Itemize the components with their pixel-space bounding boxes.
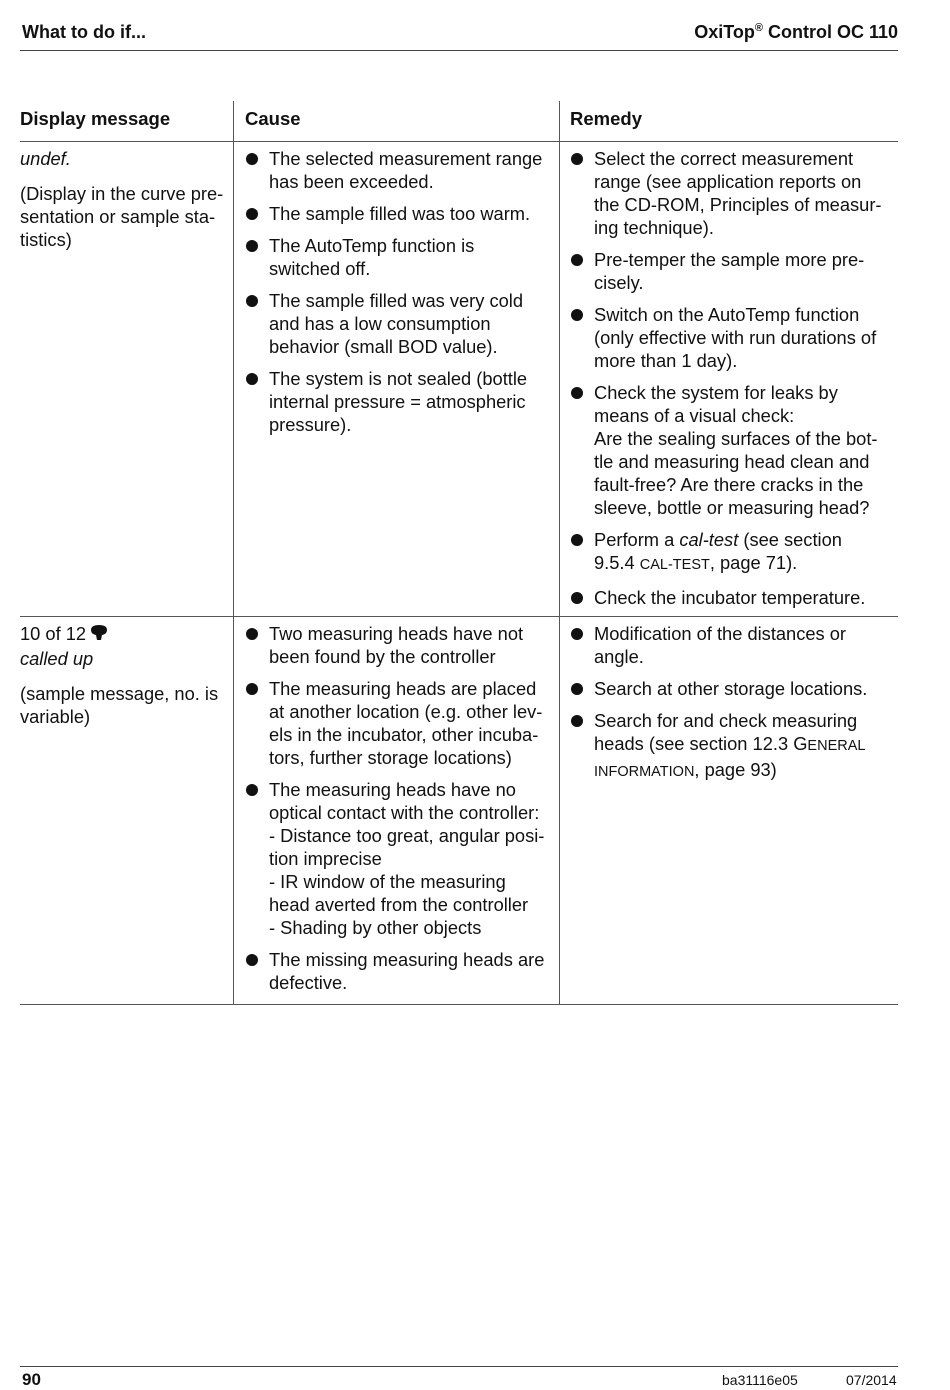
section-reference: INFORMATION bbox=[594, 764, 695, 780]
row1-remedies bbox=[570, 147, 898, 618]
section-reference: CAL-TEST bbox=[639, 557, 710, 573]
bullet-icon bbox=[246, 954, 258, 966]
list-item bbox=[570, 586, 898, 609]
row1-display-message bbox=[20, 147, 232, 263]
cause-text: The AutoTemp function is switched off. bbox=[269, 235, 475, 279]
bullet-icon bbox=[246, 208, 258, 220]
cause-text: The measuring heads are placed at another location (e.g. other lev- els in the incubator, other incuba- tors, further storage locations) bbox=[269, 678, 543, 768]
bullet-icon bbox=[571, 534, 583, 546]
header-rule bbox=[20, 50, 898, 51]
bullet-icon bbox=[571, 628, 583, 640]
column-header-display-message: Display message bbox=[20, 108, 171, 129]
bullet-icon bbox=[571, 387, 583, 399]
cause-text: The missing measuring heads are defective. bbox=[269, 949, 545, 993]
remedy-text: Check the system for leaks by means of a visual check: Are the sealing surfaces of the bot- tle and measuring head clean and fault-free? Are there cracks in the sleeve, bottle or measuring head? bbox=[594, 382, 878, 518]
bullet-icon bbox=[246, 373, 258, 385]
display-message-line bbox=[20, 622, 232, 647]
bullet-icon bbox=[571, 254, 583, 266]
remedy-text-part: Search for and check measuring heads (see section 12.3 G bbox=[594, 710, 858, 754]
list-item bbox=[245, 202, 557, 225]
document-date: 07/2014 bbox=[846, 1372, 897, 1388]
cause-text: The measuring heads have no optical contact with the controller: - Distance too great, angular posi- tion imprecise - IR window of the measuring head averted from the controller - Shading by other objects bbox=[269, 779, 545, 938]
column-divider bbox=[233, 101, 234, 1004]
remedy-text: Modification of the distances or angle. bbox=[594, 623, 847, 667]
column-divider bbox=[559, 101, 560, 1004]
list-item bbox=[245, 677, 557, 769]
bullet-icon bbox=[571, 683, 583, 695]
bullet-icon bbox=[571, 592, 583, 604]
remedy-text-part: (see section 9.5.4 bbox=[594, 529, 842, 573]
remedy-text-part: , page 71). bbox=[709, 552, 798, 573]
cause-text: The sample filled was too warm. bbox=[269, 203, 531, 224]
list-item bbox=[245, 367, 557, 436]
column-header-remedy: Remedy bbox=[570, 108, 642, 129]
registered-mark: ® bbox=[754, 22, 763, 34]
display-message-count: 10 of 12 bbox=[20, 623, 87, 644]
row1-causes bbox=[245, 147, 557, 445]
cal-test-term: cal-test bbox=[679, 529, 739, 550]
bullet-icon bbox=[246, 628, 258, 640]
remedy-text bbox=[594, 710, 865, 780]
list-item bbox=[245, 147, 557, 193]
header-product bbox=[694, 22, 898, 43]
cause-text: Two measuring heads have not been found by the controller bbox=[269, 623, 524, 667]
section-reference: ENERAL bbox=[807, 738, 866, 754]
list-item bbox=[570, 528, 898, 577]
remedy-text: Check the incubator temperature. bbox=[594, 587, 866, 608]
remedy-text: Search at other storage locations. bbox=[594, 678, 868, 699]
cause-text: The selected measurement range has been exceeded. bbox=[269, 148, 543, 192]
bullet-icon bbox=[246, 295, 258, 307]
remedy-text bbox=[594, 529, 842, 573]
page-number: 90 bbox=[22, 1370, 41, 1389]
header-title: What to do if... bbox=[22, 22, 146, 42]
header-product-name: OxiTop bbox=[694, 22, 755, 42]
column-header-cause: Cause bbox=[245, 108, 301, 129]
list-item bbox=[570, 248, 898, 294]
bullet-icon bbox=[571, 715, 583, 727]
row2-causes bbox=[245, 622, 557, 1003]
remedy-text: Select the correct measurement range (see application reports on the CD-ROM, Principles of measur- ing technique). bbox=[594, 148, 882, 238]
list-item bbox=[570, 709, 898, 784]
bullet-icon bbox=[571, 153, 583, 165]
bullet-icon bbox=[246, 240, 258, 252]
display-message-note: (Display in the curve pre- sentation or sample sta- tistics) bbox=[20, 183, 224, 250]
bullet-icon bbox=[246, 683, 258, 695]
remedy-text-part: Perform a bbox=[594, 529, 680, 550]
header-product-model: Control OC 110 bbox=[762, 22, 898, 42]
cause-text: The sample filled was very cold and has a low consumption behavior (small BOD value). bbox=[269, 290, 524, 357]
remedy-text-part: , page 93) bbox=[694, 759, 777, 780]
row2-display-message bbox=[20, 622, 232, 740]
display-message-text: called up bbox=[20, 648, 94, 669]
measuring-head-icon bbox=[89, 624, 109, 647]
display-message-note: (sample message, no. is variable) bbox=[20, 683, 219, 727]
bullet-icon bbox=[246, 153, 258, 165]
list-item bbox=[570, 147, 898, 239]
bullet-icon bbox=[571, 309, 583, 321]
list-item bbox=[245, 289, 557, 358]
list-item bbox=[245, 234, 557, 280]
display-message-text: undef. bbox=[20, 148, 71, 169]
list-item bbox=[570, 622, 898, 668]
list-item bbox=[570, 677, 898, 700]
remedy-text: Switch on the AutoTemp function (only effective with run durations of more than 1 day). bbox=[594, 304, 877, 371]
bullet-icon bbox=[246, 784, 258, 796]
remedy-text: Pre-temper the sample more pre- cisely. bbox=[594, 249, 865, 293]
table-header-rule bbox=[20, 141, 898, 142]
row2-remedies bbox=[570, 622, 898, 793]
table-bottom-rule bbox=[20, 1004, 898, 1005]
list-item bbox=[570, 381, 898, 519]
document-number: ba31116e05 bbox=[722, 1372, 798, 1388]
list-item bbox=[570, 303, 898, 372]
cause-text: The system is not sealed (bottle internal pressure = atmospheric pressure). bbox=[269, 368, 528, 435]
footer-rule bbox=[20, 1366, 898, 1367]
list-item bbox=[245, 948, 557, 994]
list-item bbox=[245, 778, 557, 939]
list-item bbox=[245, 622, 557, 668]
